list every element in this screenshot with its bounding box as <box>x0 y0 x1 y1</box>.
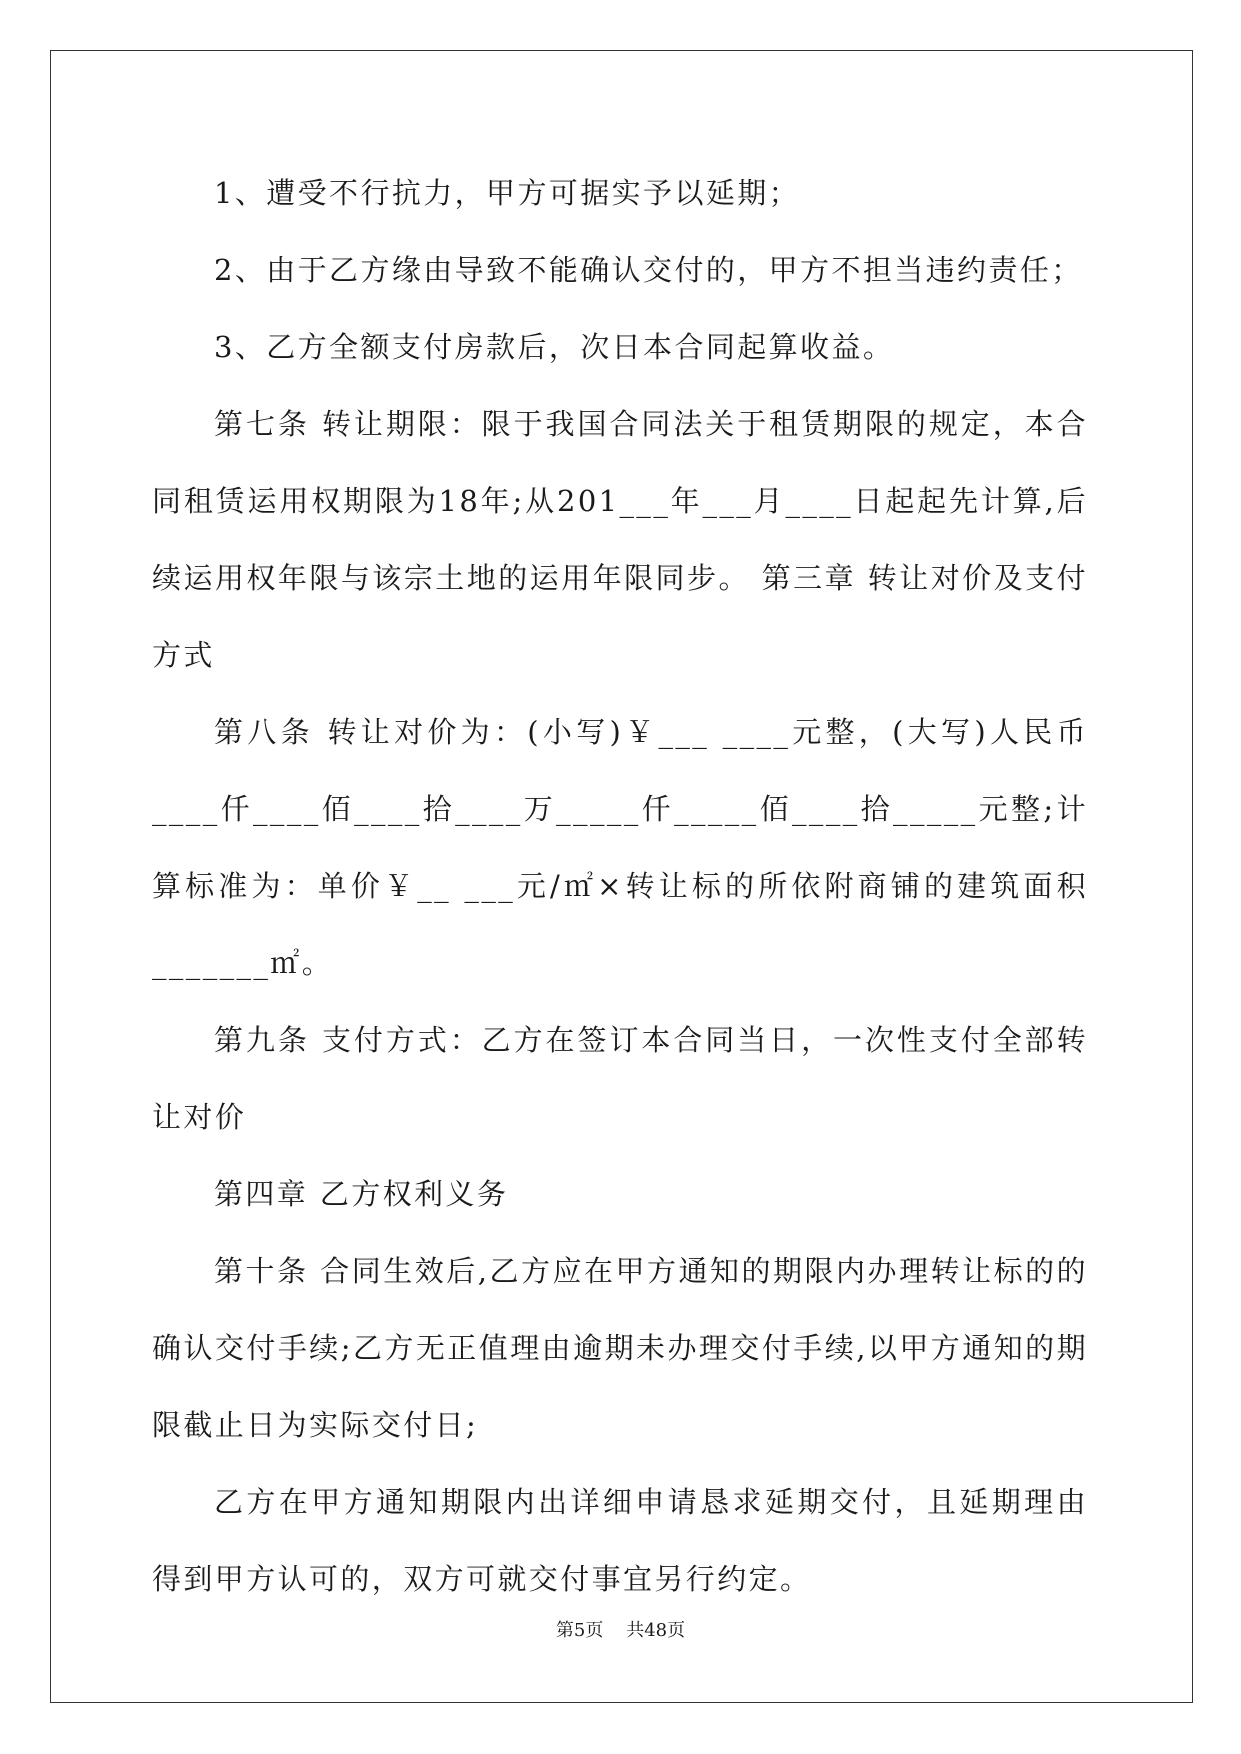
paragraph-article-8: 第八条 转让对价为：(小写)￥___ ____元整，(大写)人民币____仟____佰____拾____万_____仟_____佰____拾_____元整;计算标准为：单价￥__ ___元/㎡×转让标的所依附商铺的建筑面积_______㎡。 <box>152 715 1088 980</box>
page-total: 共48页 <box>626 1620 686 1641</box>
paragraph-article-7: 第七条 转让期限：限于我国合同法关于租赁期限的规定，本合同租赁运用权期限为18年;从201___年___月____日起起先计算,后续运用权年限与该宗土地的运用年限同步。 第三章 转让对价及支付方式 <box>152 407 1088 672</box>
page-footer <box>0 1616 1241 1642</box>
paragraph-article-9: 第九条 支付方式：乙方在签订本合同当日，一次性支付全部转让对价 <box>152 1023 1088 1134</box>
chapter-4-heading: 第四章 乙方权利义务 <box>214 1177 509 1211</box>
paragraph-force-majeure: 1、遭受不行抗力，甲方可据实予以延期； <box>214 176 801 210</box>
document-body <box>152 155 1088 1618</box>
paragraph-extension: 乙方在甲方通知期限内出详细申请恳求延期交付，且延期理由得到甲方认可的，双方可就交付事宜另行约定。 <box>152 1485 1088 1596</box>
paragraph-revenue-start: 3、乙方全额支付房款后，次日本合同起算收益。 <box>214 330 895 364</box>
paragraph-buyer-fault: 2、由于乙方缘由导致不能确认交付的，甲方不担当违约责任； <box>214 253 1083 287</box>
page-number: 第5页 <box>555 1620 604 1641</box>
paragraph-article-10: 第十条 合同生效后,乙方应在甲方通知的期限内办理转让标的的确认交付手续;乙方无正值理由逾期未办理交付手续,以甲方通知的期限截止日为实际交付日; <box>152 1254 1088 1442</box>
